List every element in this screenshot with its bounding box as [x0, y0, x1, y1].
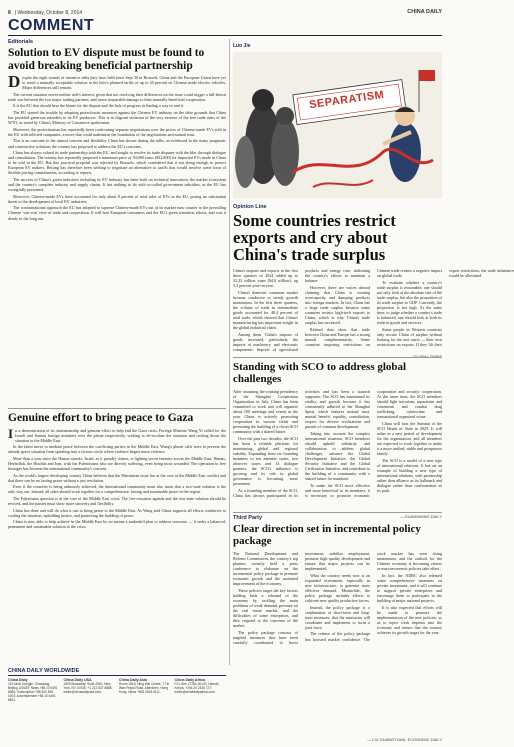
cartoon-banner-text: SEPARATISM	[308, 88, 385, 112]
third-party-paragraph: It is also expected that efforts will be made to promote the implementation of the new policies, so as to inject fresh impetus into the economy and ensure that the country achieves its growth target for the year.	[377, 604, 442, 635]
opinion-paragraph: However, there are voices abroad claiming that China is creating overcapacity and dumping products into foreign markets. In fact, China has a large trade surplus because some countries restrict high-tech exports to China, which is why China's trade surplus has increased.	[305, 284, 370, 326]
opinion-paragraph: China's imports and exports in the first three quarters of 2024 added up to 32.33 trillion yuan ($4.6 trillion), up 5.3 percent year-on-year.	[233, 268, 298, 289]
lead-editorial-paragraph: The EU started the trouble by adopting protectionist measures against the Chinese EV industry on the false grounds that China has provided generous subsidies to its EV producers. This is in flagrant violation of the very essence of the free trade rules of the WTO, as noted by China's Ministry of Commerce spokesman.	[8, 110, 226, 126]
cartoon-graphic	[233, 52, 442, 198]
opinion-line-tag: Opinion Line	[233, 204, 267, 210]
second-editorial-paragraph: The Palestinian question is at the core of the Middle East crisis. The fire-cessation agenda and the two-state solution should be revived, and the parties must show more sincerity and flexibility.	[8, 496, 226, 507]
sco-paragraph: As a founding member of the SCO, China has always participated in its activities and has been a staunch supporter. The SCO has maintained its vitality and growth because it has consistently adhered to the Shanghai Spirit, which features mutual trust, mutual benefit, equality, consultation, respect for diverse civilizations and pursuit of common development.	[233, 389, 370, 499]
divider	[233, 357, 442, 358]
third-party-section	[233, 515, 442, 741]
second-editorial-paragraph: More than a year since the Hamas attacks, Israel, as it proudly claims, is fighting seven enemies across the Middle East: Hamas, Hezbollah, the Houthis and Iran, with the Palestinians who are directly suffering, even being most wounded. The operation to free hostages has become the international community's concern.	[8, 455, 226, 472]
section-title: COMMENT	[8, 17, 95, 34]
opinion-line-section	[233, 204, 514, 359]
second-editorial-paragraph: As the world's largest developing country China believes that the Palestinian issue lies at the core of the Middle East conflict and that there can be no lasting peace without a just resolution.	[8, 472, 226, 483]
sco-body	[233, 389, 442, 513]
third-party-paragraph: These policies target the key factors holding back a rebound of the economy by tackling the main problems of weak demand, pressure on the real estate market, and the difficulties of some enterprises, and they respond to the concerns of the market.	[233, 587, 298, 629]
third-party-paragraph: The policy package consists of targeted measures that have been carefully coordinated to boost investment, stabilize employment, promote high-quality development and ensure that major projects can be implemented.	[233, 551, 370, 645]
editorials-tag: Editorials	[8, 39, 34, 45]
opinion-line-headline: Some countries restrict exports and cry about China's trade surplus	[233, 211, 396, 264]
third-party-paragraph: The release of the policy package has boosted market confidence. The stock market has seen rising momentum, and the outlook for the Chinese economy is becoming clearer as macroeconomic policies take effect.	[305, 551, 442, 642]
third-party-paragraph: The National Development and Reform Commission, the country's top planner, recently held a press conference to elaborate on the incremental policy package to promote economic growth and the sustained improvement of the economy.	[233, 551, 298, 587]
second-editorial-headline: Genuine effort to bring peace to Gaza	[8, 412, 194, 424]
sco-paragraph: Taking into account the complex international situation, SCO members should uphold solidarity and collaboration to address global challenges, advance the Global Development Initiative, the Global Security Initiative and the Global Civilization Initiative, and contribute to the building of a community with a shared future for mankind.	[305, 430, 370, 482]
page-number: 8	[8, 10, 11, 16]
office-entry: China Daily Africa P.O. Box 27281-00100, Nairobi, Kenya. +254 20 2428 727; editor@chinadailyafrica.com.	[174, 678, 220, 694]
sco-byline: — GUANGMING DAILY	[399, 514, 442, 519]
opinion-paragraph: Some people in Western countries only accuse China of surplus without looking for the root cause — their own restrictions on exports. If they lift their export restrictions, the trade imbalance would be alleviated.	[377, 268, 514, 347]
second-editorial-paragraph: China is now able to help achieve in the Middle East by no means a makeshift plan to address concerns — it seeks a balanced, permanent and sustainable solution to the crisis.	[8, 519, 226, 530]
opinion-line-byline: — GLOBAL TIMES	[407, 354, 442, 359]
lead-editorial-paragraph: The current situation serves neither side's interest, given that not resolving their differences on the issue could trigger a full-blown trade war between the two major trading partners, and cause irreparable damage to their mutually beneficial cooperation.	[8, 91, 226, 102]
sco-paragraph: After assuming the rotating presidency of the Shanghai Cooperation Organization in July, China has been committed to work and will organize about 100 meetings and events in the year. China is actively promoting cooperation in various fields and promoting the building of a closer SCO community with a shared future.	[233, 389, 298, 435]
third-party-paragraph: Instead, the policy package is a combination of short-term and long-term measures, that the ministries will coordinate and implement to form a joint force.	[305, 604, 370, 630]
opinion-paragraph: To evaluate whether a country's trade surplus is reasonable, one should not only look at the absolute size of the trade surplus, but also the proportion of its trade surplus to GDP. Currently, the proportion is not high. At the same time, to judge whether a country's trade is balanced, one should look at both its trade in goods and services.	[377, 279, 442, 326]
second-editorial-paragraph: In the latest move to mediate peace between the conflicting parties in the Middle East, Wang's phone calls were to prevent the already grave situation from spiraling into a vicious circle where violence begets more violence.	[8, 444, 226, 455]
sco-paragraph: To make the SCO more effective and more beneficial to its members, it is necessary to promote economic cooperation and security cooperation. At the same time, the SCO members should fight terrorism, separatism and extremism and combat drug trafficking, cybercrime and transnational organized crime.	[305, 389, 442, 499]
second-editorial-paragraph: In a demonstration of its statesmanship and genuine effort to help end the Gaza crisis, Foreign Minister Wang Yi called for the Israeli and Iranian foreign ministers over the phone respectively, seeking to de-escalate the situation and cooling down the situation in the Middle East.	[8, 425, 226, 443]
info-box-brand: CHINA DAILY WORLDWIDE	[8, 668, 226, 676]
page-date-line	[8, 10, 82, 16]
sco-paragraph: Over the past two decades, the SCO has been a reliable platform for maintaining global and regional stability. Expanding from six founding members to ten member states, two observer states and 14 dialogue partners, the SCO's influence is growing and its role in global governance is becoming more prominent.	[233, 436, 298, 487]
third-party-paragraph: What the country needs now is an expanded investment, especially in new infrastructure, to generate more effective demand. Meanwhile, the policy package includes efforts to cultivate new quality productive forces.	[305, 572, 370, 604]
worldwide-info-box	[8, 668, 226, 740]
lead-editorial-paragraph: The success of China's green industries including its EV industry has been built on technical innovation, the market ecosystem and the country's complete industry and supply chains. It has nothing to do with so-called government subsidies, as the EU has wrongfully presented.	[8, 177, 226, 193]
second-editorial-paragraph: China has done and will do what it can to bring peace to the Middle East. As Wang said China supports all efforts conducive to cooling the situation, upholding justice, and promoting the building of peace.	[8, 507, 226, 518]
lead-editorial-headline: Solution to EV dispute must be found to avoid breaking beneficial partnership	[8, 47, 205, 72]
illustration-credit: Luo Jie	[233, 43, 251, 49]
sco-headline: Standing with SCO to address global challenges	[233, 361, 407, 385]
lead-editorial-paragraph: Despite the eight rounds of intensive talks they have held since Sept 30 in Brussels, China and the European Union have yet to reach a mutually acceptable solution to the bloc's planned tariffs of up to 45 percent on Chinese made electric vehicles. Major differences still remain.	[8, 72, 226, 91]
lead-editorial-paragraph: Moreover, Chinese-made EVs have accounted for only about 8 percent of total sales of EVs in the EU, posing no substantial threat to the development of local EV industries.	[8, 193, 226, 204]
opinion-line-body	[233, 268, 514, 353]
lead-editorial-paragraph: The confrontational approach the EU has adopted to squeeze Chinese-made EVs out of its market runs counter to the prevailing Chinese 'win-win' view of trade and cooperation. It will hurt European consumers and the EU's green transition efforts, and cost it dearly in the long run.	[8, 205, 226, 221]
office-entry: China Daily 15 Huixin Dongjie, Chaoyang, Beijing 100029. News +86 10 6491 8366; Subscription +86 400 699 0203; Advertisement +86 10 6491 8631.	[8, 678, 58, 702]
lead-editorial-paragraph: This is an outcome to the utmost concern and flexibility China has shown during the talks, as evidenced in the many pragmatic and constructive solutions the country has proposed to address the EU's concerns.	[8, 138, 226, 149]
third-party-paragraph: In fact, the NDRC also released some comprehensive measures on private investment, and it will continue to support private enterprises and encourage them to participate in the building of major national projects.	[377, 572, 442, 604]
office-list	[8, 678, 226, 702]
opinion-paragraph: Related data show that trade between China and Europe has a strong mutual complementarity. Some countries imposing restrictions on Chinese trade creates a negative impact on global trade.	[305, 268, 442, 347]
section-masthead	[8, 17, 442, 36]
third-party-body	[233, 551, 442, 736]
second-editorial-body	[8, 425, 226, 673]
lead-editorial-body	[8, 72, 226, 405]
editorials-column	[8, 39, 226, 665]
lead-editorial-paragraph: Moreover, the protectionism has reportedly been confronting separate negotiations over the prices of Chinese-made EVs sold in the EU with selected companies, a move that could undermine the foundation of the negotiations and mutual trust.	[8, 126, 226, 137]
sco-paragraph: China will host the Summit of the SCO Heads of State in 2025. It will usher in a new period of development for the organization, and all members are expected to work together to make it a more unified, stable and prosperous family.	[377, 420, 442, 457]
opinion-paragraph: Among them, China's imports of goods increased, particularly the imports of machinery, and electronic components. Imports of agricultural products and energy rose, indicating the country's efforts to maintain a balance.	[233, 268, 370, 352]
lead-editorial-paragraph: China has always valued its trade partnership with the EU, and sought to resolve its trade disputes with the bloc through dialogue and consultation. The country has reportedly proposed a minimum price of 30,000 euros ($32,800) for imported EVs made in China to be sold in the EU. But this practical proposal was rejected by Brussels, which considered that it not doing enough to protect European EV makers. Beijing has therefore been seeking to negotiate an alternative to tariffs that would involve some form of flexible pricing commitments, according to reports.	[8, 150, 226, 176]
sco-paragraph: The SCO is a model of a new type of international relations. It has set an example of building a new type of international relations, with partnership rather than alliance as its hallmark and dialogue rather than confrontation as its path.	[377, 457, 442, 494]
drop-cap: D	[8, 72, 21, 91]
issue-date: | Wednesday, October 8, 2014	[14, 10, 83, 16]
third-party-tag: Third Party	[233, 515, 263, 521]
office-entry: China Daily Asia Room 1818, Hing Wai Centre, 7 Tin Wan Praya Road, Aberdeen, Hong Kong. News +852 2518 5111.	[119, 678, 170, 694]
column-separator	[229, 39, 230, 665]
second-editorial-paragraph: Even if the ceasefire is being arduously achieved, the international community must also insist that a two-state solution is the only way out. Instead, all sides should work together for a comprehensive, lasting and sustainable peace in the region.	[8, 484, 226, 495]
opinion-paragraph: China's domestic consumer market became conducive to steady growth momentum. In the first three quarters, the volume of trade in intermediate goods accounted for 48.4 percent of total trade, which showed that China's manufacturing has important weight in the global industrial chain.	[233, 289, 298, 331]
divider	[233, 512, 442, 513]
divider	[8, 408, 226, 409]
office-entry: China Daily USA 1500 Broadway, Suite 2800, New York, NY 10036. +1 212 537 8888; editor@chinadailyusa.com.	[63, 678, 113, 694]
third-party-byline: — LIU GUANGYUAN, ECONOMIC DAILY	[367, 737, 442, 742]
paper-name: CHINA DAILY	[407, 9, 442, 15]
third-party-headline: Clear direction set in incremental policy package	[233, 523, 421, 547]
lead-editorial-paragraph: It is the EU that should bear the blame for the dispute and the lack of progress in finding a way to end it.	[13, 103, 184, 109]
editorial-cartoon	[233, 52, 442, 198]
